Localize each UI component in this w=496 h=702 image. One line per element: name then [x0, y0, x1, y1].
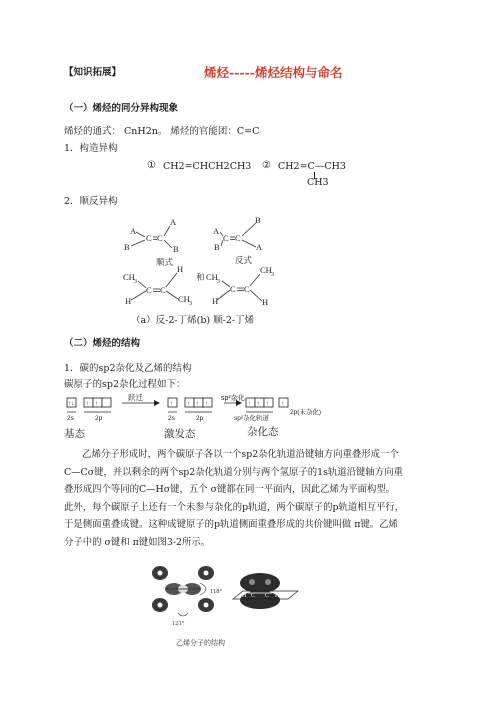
paragraph-line-5: 于是侧面重叠成键。这种成键原子的p轨道侧面重叠形成的共价键叫做 π键。乙烯: [64, 519, 398, 531]
svg-text:B: B: [255, 215, 261, 225]
ethylene-bonding-paragraph: [64, 446, 436, 552]
page-title: 烯烃-----烯烃结构与命名: [204, 65, 343, 80]
svg-text:↑: ↑: [281, 401, 284, 407]
label-excited-state: 激发态: [164, 428, 196, 440]
trans-label: 反式: [235, 255, 253, 265]
bond-angle-118: 118°: [210, 588, 223, 595]
svg-text:H: H: [212, 296, 219, 306]
svg-text:↑: ↑: [205, 401, 208, 407]
svg-text:C: C: [230, 284, 236, 294]
isomer2-formula: CH2=C—CH3: [278, 161, 346, 172]
svg-text:H: H: [177, 264, 184, 274]
label-unhybridized-2p: 2p(未杂化): [290, 409, 322, 416]
figure-caption: 乙烯分子的结构: [176, 640, 225, 647]
svg-text:↑: ↑: [95, 401, 98, 407]
item-cis-trans-isomer: 2．顺反异构: [64, 196, 118, 207]
knowledge-tag: 【知识拓展】: [64, 67, 122, 78]
svg-text:↑: ↑: [257, 401, 260, 407]
paragraph-line-1: 乙烯分子形成时，两个碳原子各以一个sp2杂化轨道沿键轴方向重叠形成一个: [82, 449, 399, 460]
isomer2-methyl: CH3: [307, 177, 329, 188]
general-formula-line: 烯烃的通式： CnH2n。 烯烃的官能团：C=C: [64, 126, 260, 137]
svg-text:H: H: [125, 296, 132, 306]
cis-label: 顺式: [156, 257, 174, 267]
svg-text:↑: ↑: [86, 401, 89, 407]
isomer1-formula: CH2=CHCH2CH3: [163, 161, 252, 172]
bond-angle-121: 121°: [172, 620, 185, 627]
label-hybrid-state: 杂化态: [247, 426, 279, 438]
svg-text:H: H: [242, 593, 247, 599]
item-constitutional-isomer: 1．构造异构: [64, 143, 118, 154]
svg-text:3: 3: [134, 279, 137, 285]
label-2s-excited: 2s: [168, 415, 175, 422]
label-ground-state: 基态: [64, 428, 85, 440]
cis-trans-structures: [110, 210, 310, 320]
svg-text:C: C: [146, 285, 152, 295]
svg-text:CH: CH: [123, 272, 135, 282]
label-2p-ground: 2p: [95, 415, 103, 422]
svg-text:B: B: [124, 242, 130, 252]
svg-text:↑: ↑: [248, 401, 251, 407]
svg-text:H: H: [262, 297, 269, 307]
svg-text:C: C: [157, 233, 163, 243]
svg-text:C: C: [146, 233, 152, 243]
svg-text:↑: ↑: [266, 401, 269, 407]
sp2-process-intro: 碳原子的sp2杂化过程如下：: [64, 379, 186, 390]
cis-trans-caption: （a）反-2-丁烯(b) 顺-2-丁烯: [131, 315, 255, 326]
svg-text:C: C: [265, 593, 270, 599]
sp2-orbital-diagram: [64, 392, 384, 444]
svg-text:C: C: [251, 593, 256, 599]
paragraph-line-6: 分子中的 σ键和 π键如图3-2所示。: [64, 536, 211, 548]
ethylene-structure-figure: [138, 553, 308, 631]
svg-text:CH: CH: [206, 272, 218, 282]
svg-text:↑: ↑: [187, 401, 190, 407]
label-sp2-orbitals: sp²杂化轨道: [234, 415, 270, 422]
svg-text:C: C: [244, 284, 250, 294]
svg-text:B: B: [214, 242, 220, 252]
svg-text:A: A: [170, 217, 177, 227]
paragraph-line-4: 此外，每个碳原子上还有一个未参与杂化的p轨道，两个碳原子的p轨道相互平行，: [64, 501, 405, 513]
svg-text:3: 3: [271, 272, 274, 278]
svg-text:CH: CH: [260, 265, 272, 275]
section-heading-structure: （二）烯烃的结构: [64, 338, 141, 349]
svg-text:↑↓: ↑↓: [68, 401, 74, 407]
svg-text:↑: ↑: [170, 401, 173, 407]
paragraph-line-3: 叠形成四个等同的C—Hσ键，五个 σ键都在同一平面内，因此乙烯为平面构型。: [64, 484, 396, 496]
sigma-bond-framework: [152, 566, 214, 612]
section-heading-isomerism: （一）烯烃的同分异构现象: [64, 103, 179, 114]
label-transition: 跃迁: [128, 393, 143, 402]
svg-text:C: C: [223, 233, 229, 243]
svg-text:C: C: [160, 285, 166, 295]
pi-bond-diagram: [233, 573, 298, 609]
svg-text:3: 3: [189, 301, 192, 307]
svg-text:A: A: [130, 226, 137, 236]
svg-text:3: 3: [217, 279, 220, 285]
label-2s-ground: 2s: [67, 415, 74, 422]
svg-text:CH: CH: [178, 294, 190, 304]
svg-text:A: A: [256, 242, 263, 252]
svg-text:B: B: [173, 244, 179, 254]
svg-text:H: H: [275, 593, 280, 599]
svg-text:A: A: [213, 226, 220, 236]
svg-text:C: C: [235, 233, 241, 243]
isomer2-number: ②: [262, 160, 271, 171]
isomer1-number: ①: [147, 160, 156, 171]
paragraph-line-2: C—Cσ键，并以剩余的两个sp2杂化轨道分别与两个氢原子的1s轨道沿键轴方向重: [64, 466, 403, 478]
and-word: 和: [196, 272, 205, 282]
label-sp2-hybridization: sp²杂化: [221, 395, 245, 402]
item-sp2-hybridization: 1．碳的sp2杂化及乙烯的结构: [64, 363, 192, 374]
label-2p-excited: 2p: [196, 415, 204, 422]
svg-text:↑: ↑: [196, 401, 199, 407]
